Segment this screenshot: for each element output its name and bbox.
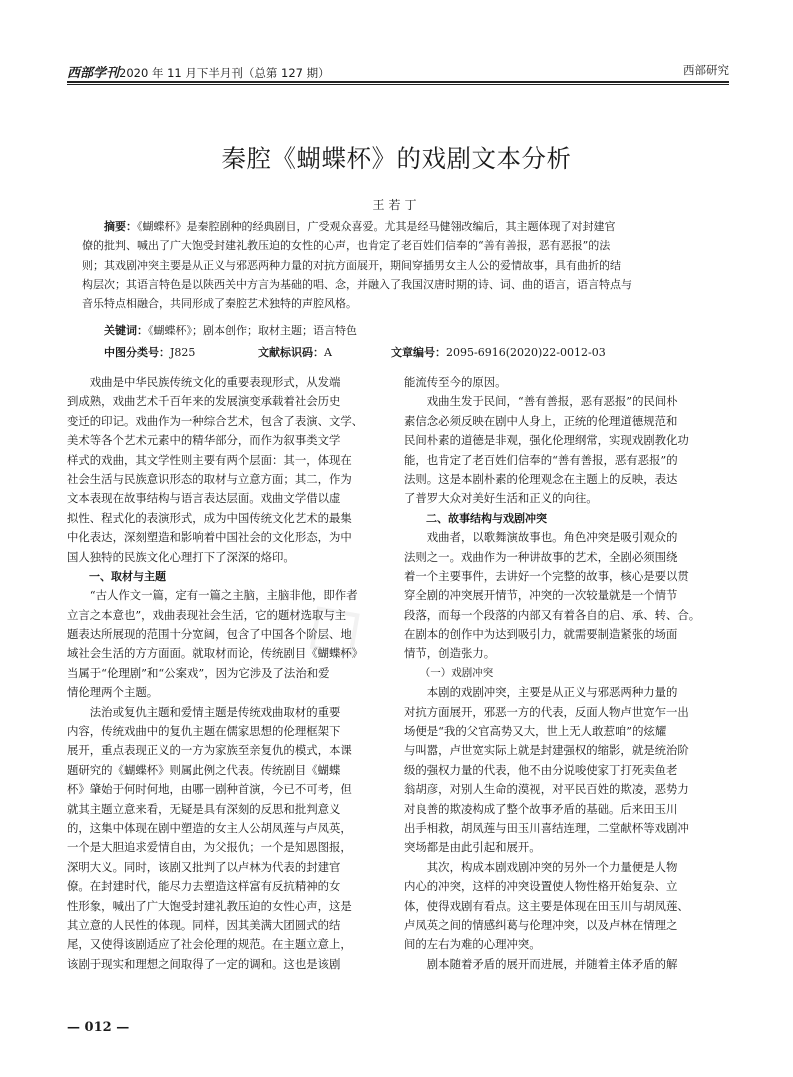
body-text-line: 内心的冲突，这样的冲突设置使人物性格开始复杂、立 — [404, 879, 678, 894]
body-text-line: 在剧本的创作中为达到吸引力，就需要制造紧张的场面 — [404, 627, 678, 642]
body-text-line: 了普罗大众对美好生活和正义的向往。 — [404, 491, 598, 506]
section-heading: 二、故事结构与戏剧冲突 — [404, 511, 547, 525]
body-text-line: 场便是“我的父官高势又大，世上无人敢惹咱”的炫耀 — [404, 724, 667, 739]
body-text-line: 级的强权力量的代表，他不由分说唆使家丁打死卖鱼老 — [404, 762, 678, 777]
body-text-line: 与叫嚣，卢世宽实际上就是封建强权的缩影，就是统治阶 — [404, 743, 689, 758]
clc-number — [104, 344, 195, 360]
body-text-line: 变迁的印记。戏曲作为一种综合艺术，包含了表演、文学、 — [67, 413, 364, 428]
body-text-line: 体，使得戏剧有看点。这主要是体现在田玉川与胡凤莲、 — [404, 898, 689, 913]
section-heading: （一）戏剧冲突 — [404, 666, 494, 679]
body-text-line: 社会生活与民族意识形态的取材与立意方面；其二，作为 — [67, 471, 352, 486]
abstract-text: 《蝴蝶杯》是秦腔剧种的经典剧目，广受观众喜爱。尤其是经马健翎改编后，其主题体现了对封建官 — [137, 220, 616, 233]
body-text-line: 性形象，喊出了广大饱受封建礼教压迫的女性心声，这是 — [67, 898, 352, 913]
body-text-line: 立言之本意也”，戏曲表现社会生活，它的题材选取与主 — [67, 607, 347, 622]
body-text-line: 法治或复仇主题和爱情主题是传统戏曲取材的重要 — [67, 704, 341, 719]
body-text-line: 对抗方面展开，邪恶一方的代表，反面人物卢世宽乍一出 — [404, 704, 689, 719]
clc-label: 中图分类号： — [104, 346, 170, 359]
body-text-line: 尾，又使得该剧适应了社会伦理的规范。在主题立意上， — [67, 937, 352, 952]
body-text-line: 出手相救，胡凤莲与田玉川喜结连理，二堂献杯等戏剧冲 — [404, 820, 689, 835]
body-text-line: 题研究的《蝴蝶杯》则属此例之代表。传统剧目《蝴蝶 — [67, 762, 341, 777]
header-rule-thick — [67, 81, 729, 83]
running-header — [67, 62, 729, 80]
body-text-line: 文本表现在故事结构与语言表达层面。戏曲文学借以虚 — [67, 491, 341, 506]
body-text-line: 素信念必须反映在剧中人身上，正统的伦理道德规范和 — [404, 413, 678, 428]
body-text-line: 突场都是由此引起和展开。 — [404, 840, 541, 855]
body-text-line: 情节，创造张力。 — [404, 646, 496, 661]
body-text-line: “古人作文一篇，定有一篇之主脑，主脑非他，即作者 — [67, 588, 358, 603]
keywords — [104, 322, 357, 338]
body-text-line: 戏曲者，以歌舞演故事也。角色冲突是吸引观众的 — [404, 530, 678, 545]
header-left — [67, 62, 330, 81]
body-text-line: 段落，而每一个段落的内部又有着各自的启、承、转、合。 — [404, 607, 701, 622]
abstract — [82, 217, 716, 313]
body-text-line: 当属于“伦理剧”和“公案戏”，因为它涉及了法治和爱 — [67, 665, 330, 680]
doc-value: A — [324, 346, 332, 359]
body-text-line: 能流传至今的原因。 — [404, 375, 507, 389]
body-text-line: 能，也肯定了老百姓们信奉的“善有善报，恶有恶报”的 — [404, 452, 678, 467]
body-text-line: 戏曲生发于民间，“善有善报，恶有恶报”的民间朴 — [404, 394, 678, 409]
body-text-line: 展开，重点表现正义的一方为家族至亲复仇的模式，本课 — [67, 743, 352, 758]
body-text-line: 戏曲是中华民族传统文化的重要表现形式，从发端 — [67, 375, 341, 389]
body-text-line: 其立意的人民性的体现。同样，因其美满大团圆式的结 — [67, 917, 341, 932]
journal-logo: 西部学刊 — [67, 66, 120, 81]
body-text-line: 深明大义。同时，该剧又批判了以卢林为代表的封建官 — [67, 859, 341, 874]
keywords-value: 《蝴蝶杯》；剧本创作；取材主题；语言特色 — [148, 324, 357, 337]
body-text-line: 该剧于现实和理想之间取得了一定的调和。这也是该剧 — [67, 956, 341, 971]
body-text-line: 拟性、程式化的表演形式，成为中国传统文化艺术的最集 — [67, 510, 352, 525]
doc-label: 文献标识码： — [258, 346, 324, 359]
body-text-line: 美术等各个艺术元素中的精华部分，而作为叙事类文学 — [67, 433, 341, 448]
abstract-line — [104, 217, 716, 236]
body-text-line: 间的左右为难的心理冲突。 — [404, 937, 541, 952]
body-text-line: 着一个主要事件，去讲好一个完整的故事，核心是要以贯 — [404, 568, 689, 583]
body-right-column — [404, 373, 729, 974]
body-text-line: 题表达所展现的范围十分宽阔，包含了中国各个阶层、地 — [67, 627, 352, 642]
article-author: 王若丁 — [372, 198, 421, 212]
body-text-line: 国人独特的民族文化心理打下了深深的烙印。 — [67, 549, 295, 564]
abstract-line: 僚的批判、喊出了广大饱受封建礼教压迫的女性的心声，也肯定了老百姓们信奉的“善有善报，恶有恶报”的法 — [82, 239, 611, 253]
article-title: 秦腔《蝴蝶杯》的戏剧文本分析 — [221, 144, 572, 173]
section-heading: 一、取材与主题 — [67, 569, 166, 583]
body-text-line: 法则之一。戏曲作为一种讲故事的艺术，全剧必须围绕 — [404, 549, 678, 564]
body-text-line: 卢凤英之间的情感纠葛与伦理冲突，以及卢林在情理之 — [404, 917, 678, 932]
watermark: ◇ — [279, 570, 383, 682]
body-text-line: 情伦理两个主题。 — [67, 685, 159, 700]
body-text-line: 就其主题立意来看，无疑是具有深刻的反思和批判意义 — [67, 801, 341, 816]
body-text-line: 剧本随着矛盾的展开而进展，并随着主体矛盾的解 — [404, 956, 678, 971]
abstract-line: 构层次；其语言特色是以陕西关中方言为基础的唱、念，并融入了我国汉唐时期的诗、词、曲的语言，语言特点与 — [82, 277, 632, 291]
body-text-line: 法则。这是本剧朴素的伦理观念在主题上的反映，表达 — [404, 471, 678, 486]
body-text-line: 对良善的欺凌构成了整个故事矛盾的基础。后来田玉川 — [404, 801, 678, 816]
abstract-line: 则；其戏剧冲突主要是从正义与邪恶两种力量的对抗方面展开，期间穿插男女主人公的爱情故事，具有曲折的结 — [82, 258, 621, 272]
keywords-label: 关键词： — [104, 324, 148, 337]
body-text-line: 域社会生活的方方面面。就取材而论，传统剧目《蝴蝶杯》 — [67, 646, 364, 661]
art-label: 文章编号： — [391, 346, 446, 359]
article-number — [391, 344, 606, 360]
body-text-line: 的，这集中体现在剧中塑造的女主人公胡凤莲与卢凤英， — [67, 820, 352, 835]
document-code — [258, 344, 332, 360]
issue-info: 2020 年 11 月下半月刊（总第 127 期） — [119, 66, 330, 80]
body-text-line: 一个是大胆追求爱情自由，为父报仇；一个是知恩图报， — [67, 840, 352, 855]
body-text-line: 本剧的戏剧冲突，主要是从正义与邪恶两种力量的 — [404, 685, 678, 700]
body-text-line: 内容，传统戏曲中的复仇主题在儒家思想的伦理框架下 — [67, 724, 341, 739]
body-text-line: 僚。在封建时代，能尽力去塑造这样富有反抗精神的女 — [67, 879, 341, 894]
header-rule-thin — [67, 84, 729, 85]
abstract-line: 音乐特点相融合，共同形成了秦腔艺术独特的声腔风格。 — [82, 297, 357, 311]
clc-value: J825 — [170, 346, 196, 359]
abstract-label: 摘要： — [104, 220, 137, 233]
body-text-line: 杯》肇始于何时何地，由哪一剧种首演，今已不可考，但 — [67, 782, 352, 797]
art-value: 2095-6916(2020)22-0012-03 — [446, 346, 606, 359]
section-name: 西部研究 — [683, 63, 729, 77]
page-number: — 012 — — [67, 1020, 130, 1035]
body-text-line: 其次，构成本剧戏剧冲突的另外一个力量便是人物 — [404, 859, 678, 874]
body-text-line: 翁胡彦，对别人生命的漠视，对平民百姓的欺凌，恶势力 — [404, 782, 689, 797]
body-text-line: 穿全剧的冲突展开情节，冲突的一次较量就是一个情节 — [404, 588, 678, 603]
body-text-line: 到成熟，戏曲艺术千百年来的发展演变承载着社会历史 — [67, 394, 341, 409]
body-left-column — [67, 373, 392, 974]
body-text-line: 民间朴素的道德是非观，强化伦理纲常，实现戏剧教化功 — [404, 433, 689, 448]
body-text-line: 中化表达，深刻塑造和影响着中国社会的文化形态，为中 — [67, 530, 352, 545]
body-text-line: 样式的戏曲，其文学性则主要有两个层面：其一，体现在 — [67, 452, 352, 467]
